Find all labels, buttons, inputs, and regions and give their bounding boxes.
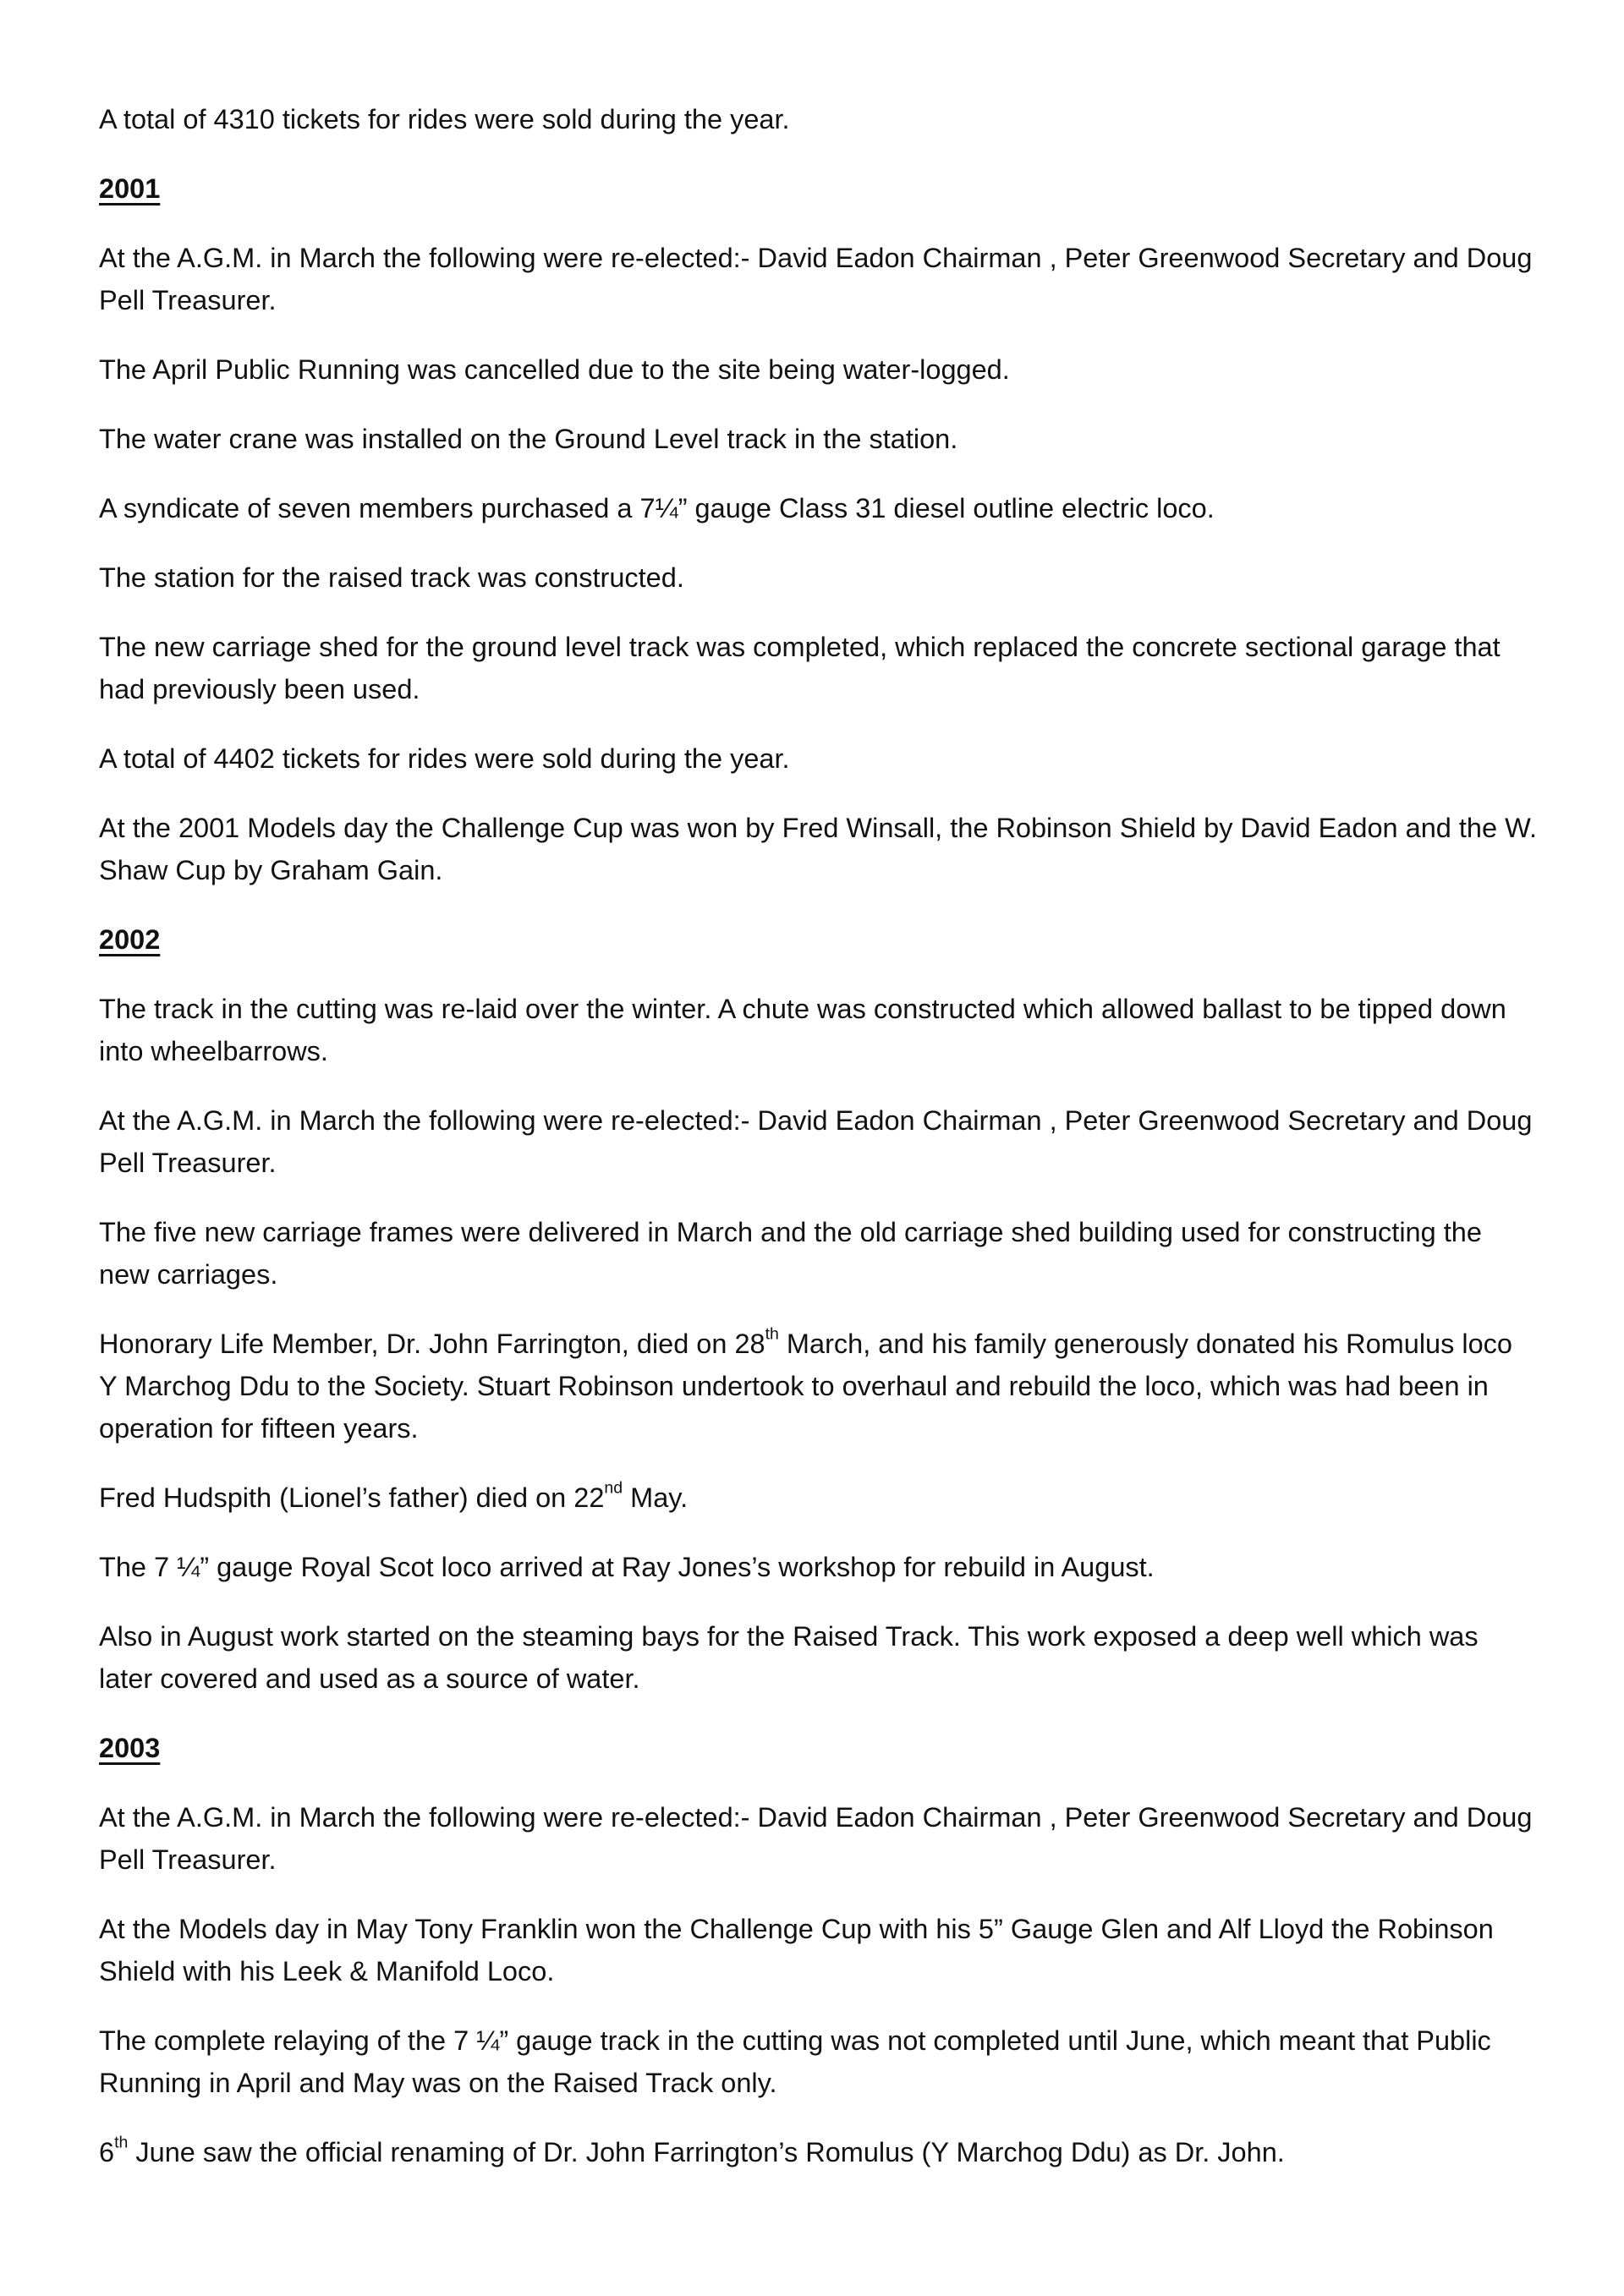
paragraph-text: 6 <box>99 2137 115 2167</box>
year-heading-2002: 2002 <box>99 924 161 955</box>
ordinal-suffix: th <box>114 2133 129 2152</box>
paragraph: A total of 4402 tickets for rides were sold during the year. <box>99 743 790 774</box>
paragraph: At the A.G.M. in March the following were re-elected:- David Eadon Chairman , Peter Greenwood Secretary and Doug Pell Treasurer. <box>99 1105 1533 1178</box>
paragraph: The five new carriage frames were delivered in March and the old carriage shed building used for constructing the new carriages. <box>99 1217 1482 1290</box>
paragraph-text: May. <box>623 1482 689 1513</box>
ordinal-suffix: nd <box>604 1478 623 1498</box>
paragraph: At the 2001 Models day the Challenge Cup was won by Fred Winsall, the Robinson Shield by David Eadon and the W. Shaw Cup by Graham Gain. <box>99 813 1538 885</box>
paragraph: The water crane was installed on the Ground Level track in the station. <box>99 424 958 454</box>
paragraph: The complete relaying of the 7 ¼” gauge track in the cutting was not completed until June, which meant that Public Running in April and May was on the Raised Track only. <box>99 2025 1491 2098</box>
renaming-paragraph <box>99 2131 1537 2173</box>
paragraph: The 7 ¼” gauge Royal Scot loco arrived at Ray Jones’s workshop for rebuild in August. <box>99 1552 1155 1582</box>
paragraph-text: June saw the official renaming of Dr. John Farrington’s Romulus (Y Marchog Ddu) as Dr. John. <box>128 2137 1285 2167</box>
paragraph: The track in the cutting was re-laid over the winter. A chute was constructed which allowed ballast to be tipped down into wheelbarrows. <box>99 994 1506 1066</box>
paragraph: The station for the raised track was constructed. <box>99 562 684 593</box>
year-heading-2003: 2003 <box>99 1733 161 1763</box>
year-heading-2001: 2001 <box>99 173 161 204</box>
document-page <box>99 98 1537 2200</box>
farrington-paragraph <box>99 1323 1537 1449</box>
paragraph: The new carriage shed for the ground level track was completed, which replaced the concrete sectional garage that had previously been used. <box>99 632 1501 704</box>
paragraph: A syndicate of seven members purchased a 7¼” gauge Class 31 diesel outline electric loco. <box>99 493 1215 523</box>
hudspith-paragraph <box>99 1477 1537 1519</box>
paragraph: At the A.G.M. in March the following were re-elected:- David Eadon Chairman , Peter Greenwood Secretary and Doug Pell Treasurer. <box>99 1802 1533 1875</box>
intro-paragraph: A total of 4310 tickets for rides were sold during the year. <box>99 104 790 134</box>
paragraph: At the Models day in May Tony Franklin won the Challenge Cup with his 5” Gauge Glen and Alf Lloyd the Robinson Shield with his Leek & Manifold Loco. <box>99 1914 1494 1986</box>
ordinal-suffix: th <box>765 1324 779 1344</box>
paragraph: At the A.G.M. in March the following were re-elected:- David Eadon Chairman , Peter Greenwood Secretary and Doug Pell Treasurer. <box>99 243 1533 315</box>
paragraph: Also in August work started on the steaming bays for the Raised Track. This work exposed a deep well which was later covered and used as a source of water. <box>99 1621 1479 1694</box>
paragraph-text: March, and his family generously donated his Romulus loco Y Marchog Ddu to the Society. Stuart Robinson undertook to overhaul and rebuild the loco, which was had been in operation for fifteen years. <box>99 1329 1513 1444</box>
paragraph: The April Public Running was cancelled due to the site being water-logged. <box>99 354 1010 385</box>
paragraph-text: Honorary Life Member, Dr. John Farrington, died on 28 <box>99 1329 765 1359</box>
paragraph-text: Fred Hudspith (Lionel’s father) died on 22 <box>99 1482 605 1513</box>
